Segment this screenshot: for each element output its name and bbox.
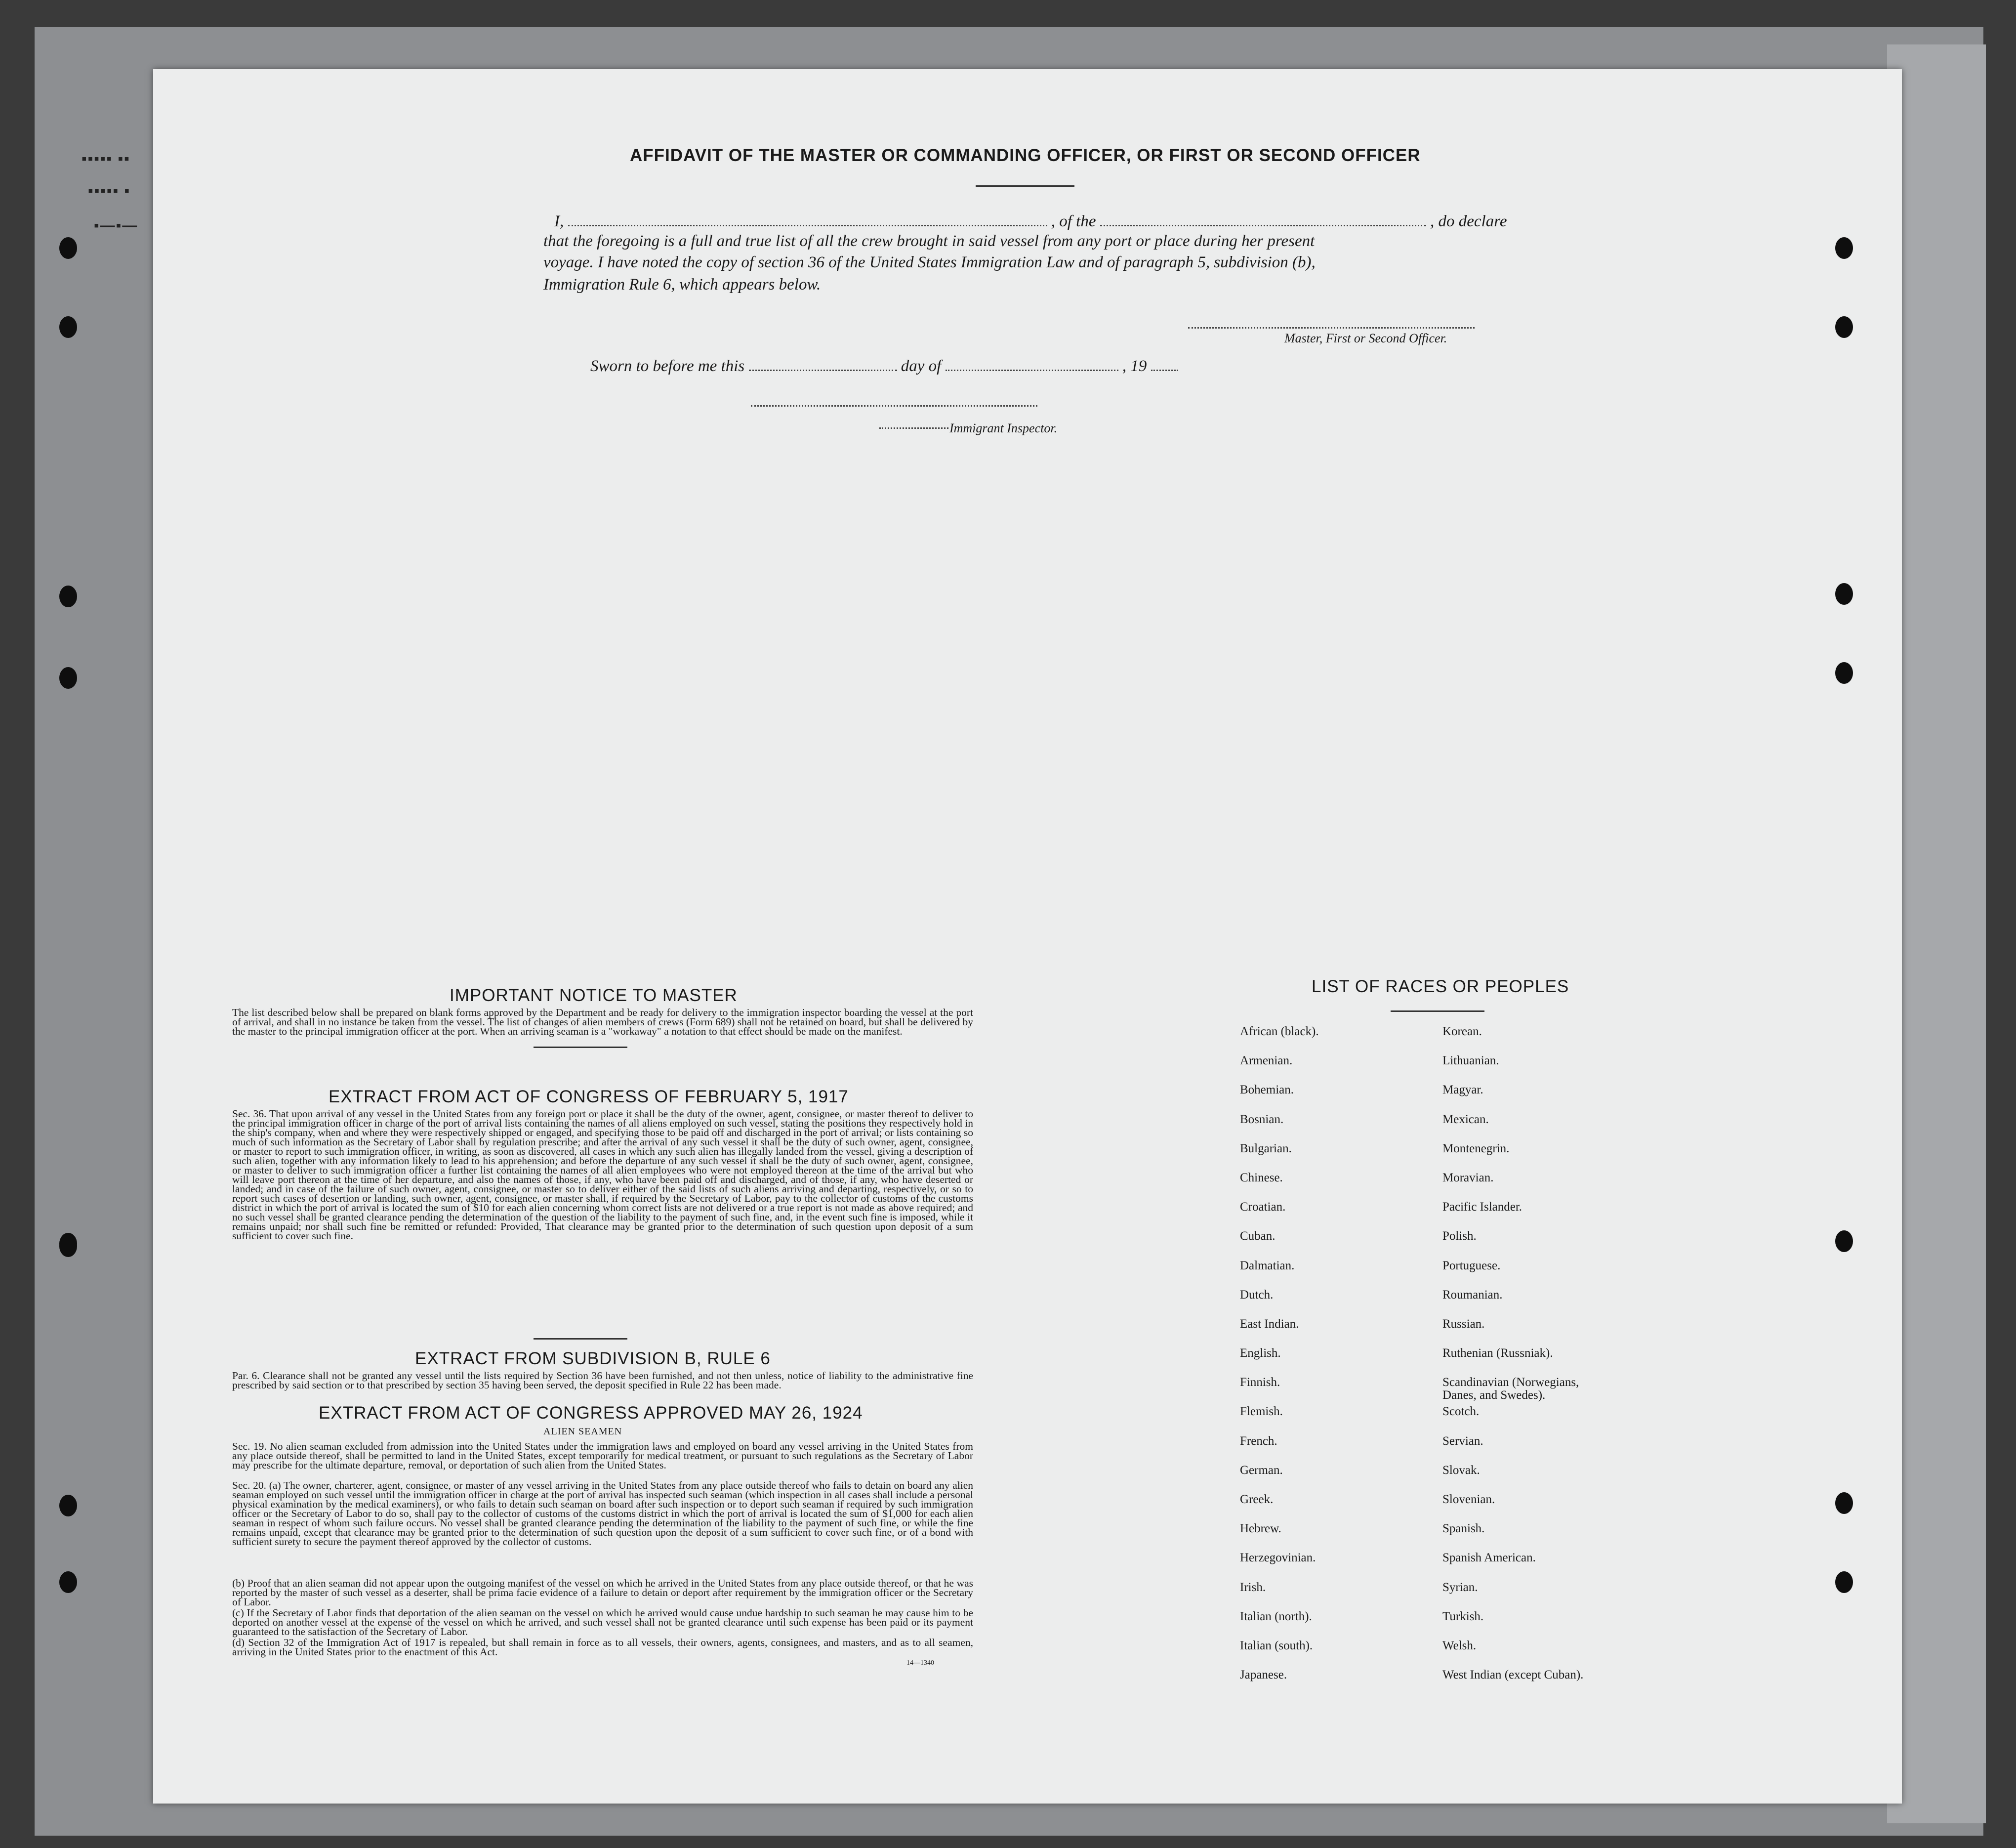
race-item: Herzegovinian. xyxy=(1240,1551,1316,1565)
race-item: Korean. xyxy=(1442,1025,1482,1038)
do-declare-label: , do declare xyxy=(1430,212,1507,230)
inspector-signature-lead xyxy=(879,427,948,429)
races-title: LIST OF RACES OR PEOPLES xyxy=(1312,977,1569,996)
race-item: West Indian (except Cuban). xyxy=(1442,1668,1584,1682)
sworn-prefix: Sworn to before me this xyxy=(590,357,745,375)
declarant-label: I, xyxy=(554,212,564,230)
race-item: Finnish. xyxy=(1240,1376,1280,1389)
race-item: Lithuanian. xyxy=(1442,1054,1499,1068)
notice-rule xyxy=(534,1047,627,1048)
punch-hole xyxy=(1835,316,1853,338)
sworn-month-field[interactable] xyxy=(946,370,1118,371)
race-item: Montenegrin. xyxy=(1442,1141,1510,1155)
sworn-year-field[interactable] xyxy=(1151,370,1178,371)
extract-rule6-title: EXTRACT FROM SUBDIVISION B, RULE 6 xyxy=(415,1349,771,1368)
race-item: Bohemian. xyxy=(1240,1083,1294,1097)
inspector-signature-field[interactable] xyxy=(751,405,1037,407)
races-column-1 xyxy=(1240,1025,1428,1698)
race-item: Chinese. xyxy=(1240,1171,1283,1184)
backing-sheet-edge xyxy=(1887,44,1986,1823)
punch-hole xyxy=(59,586,77,607)
sworn-year-prefix: , 19 xyxy=(1122,357,1147,375)
extract-1917-text: Sec. 36. That upon arrival of any vessel in the United States from any foreign port or place it shall be the duty of the owner, agent, consignee, or master thereof to deliver to the principal immigration officer in charge of the port of arrival lists containing the names of all aliens employed on such vessel, stating the positions they respectively hold in the ship's company, when and where they were respectively shipped or engaged, and specifying those to be paid off and discharged in the port of arrival; or lists containing so much of such information as the Secretary of Labor shall by regulation prescribe; and after the arrival of any such vessel it shall be the duty of such owner, agent, consignee, or master to report to such immigration officer, in writing, as soon as discovered, all cases in which any such alien has illegally landed from the vessel, giving a description of such alien, together with any information likely to lead to his apprehension; and before the departure of any such vessel it shall be the duty of such owner, agent, consignee, or master to deliver to such immigration officer a further list containing the names of all alien employees who were not employed thereon at the time of the arrival but who will leave port thereon at the time of her departure, and also the names of those, if any, who have been paid off and discharged, and of those, if any, who have deserted or landed; and in case of the failure of such owner, agent, consignee, or master so to deliver either of the said lists of such aliens arriving and departing, respectively, or so to report such cases of desertion or landing, such owner, agent, consignee, or master shall, if required by the Secretary of Labor, pay to the collector of customs of the customs district in which the port of arrival is located the sum of $10 for each alien concerning whom correct lists are not delivered or a true report is not made as above required; and no such vessel shall be granted clearance pending the determination of the question of the liability to the payment of such fine, and, in the event such fine is imposed, while it remains unpaid; nor shall such fine be remitted or refunded: Provided, That clearance may be granted prior to the determination of such question upon deposit of a sum sufficient to cover such fine. xyxy=(232,1108,973,1242)
race-item: English. xyxy=(1240,1346,1281,1360)
extract-1917-rule xyxy=(534,1338,627,1340)
sworn-line xyxy=(590,357,1178,376)
alien-seamen-subtitle: ALIEN SEAMEN xyxy=(543,1426,622,1437)
affidavit-line-4: Immigration Rule 6, which appears below. xyxy=(543,276,821,294)
inspector-signature-label: Immigrant Inspector. xyxy=(949,421,1058,435)
race-item: Dutch. xyxy=(1240,1288,1274,1302)
race-item: Irish. xyxy=(1240,1580,1266,1594)
punch-hole xyxy=(1835,1492,1853,1514)
race-item: Magyar. xyxy=(1442,1083,1483,1097)
race-item: Cuban. xyxy=(1240,1229,1275,1243)
race-item: Syrian. xyxy=(1442,1580,1478,1594)
race-item: Spanish American. xyxy=(1442,1551,1536,1565)
punch-hole xyxy=(59,1571,77,1593)
race-item: Bulgarian. xyxy=(1240,1141,1292,1155)
master-signature-label: Master, First or Second Officer. xyxy=(1284,331,1447,345)
master-signature-field[interactable] xyxy=(1188,327,1475,329)
affidavit-line-3: voyage. I have noted the copy of section 36 of the United States Immigration Law and of paragraph 5, subdivision (b), xyxy=(543,253,1316,271)
race-item: Dalmatian. xyxy=(1240,1259,1295,1272)
race-item: Russian. xyxy=(1442,1317,1485,1331)
race-item: Flemish. xyxy=(1240,1405,1283,1419)
race-item: Slovak. xyxy=(1442,1463,1480,1477)
extract-rule6-text: Par. 6. Clearance shall not be granted any vessel until the lists required by Section 36 have been furnished, and not then unless, notice of liability to the administrative fine prescribed by said section or to that prescribed by section 35 having been served, the deposit specified in Rule 22 has been made. xyxy=(232,1370,973,1391)
race-item: Turkish. xyxy=(1442,1609,1484,1623)
race-item: Moravian. xyxy=(1442,1171,1494,1184)
punch-hole xyxy=(1835,1230,1853,1252)
race-item: Servian. xyxy=(1442,1434,1483,1448)
declarant-name-field[interactable] xyxy=(568,225,1047,226)
race-item: Slovenian. xyxy=(1442,1493,1495,1506)
title-rule xyxy=(976,185,1074,187)
race-item: French. xyxy=(1240,1434,1277,1448)
race-item: East Indian. xyxy=(1240,1317,1299,1331)
race-item: Italian (north). xyxy=(1240,1609,1312,1623)
races-column-2 xyxy=(1442,1025,1699,1698)
race-item: Greek. xyxy=(1240,1493,1274,1506)
affidavit-line-2: that the foregoing is a full and true list of all the crew brought in said vessel from any port or place during her present xyxy=(543,232,1315,250)
races-rule xyxy=(1391,1010,1484,1012)
race-item: Portuguese. xyxy=(1442,1259,1501,1272)
vessel-name-field[interactable] xyxy=(1100,225,1426,226)
stamp-mark-1: ▪▪▪▪▪ ▪▪ xyxy=(82,151,130,167)
of-the-label: , of the xyxy=(1051,212,1096,230)
race-item: German. xyxy=(1240,1463,1283,1477)
stamp-mark-2: ▪▪▪▪▪ ▪ xyxy=(88,183,131,199)
punch-hole xyxy=(1835,1571,1853,1593)
punch-hole xyxy=(59,316,77,338)
race-item: Welsh. xyxy=(1442,1638,1477,1652)
extract-1924-title: EXTRACT FROM ACT OF CONGRESS APPROVED MAY 26, 1924 xyxy=(319,1403,863,1423)
race-item: Croatian. xyxy=(1240,1200,1286,1214)
race-item: Mexican. xyxy=(1442,1112,1489,1126)
race-item: Spanish. xyxy=(1442,1522,1485,1536)
sec19-text: Sec. 19. No alien seaman excluded from admission into the United States under the immigration laws and employed on board any vessel arriving in the United States from any place outside thereof, shall be permitted to land in the United States, except temporarily for medical treatment, or pursuant to such regulations as the Secretary of Labor may prescribe for the ultimate departure, removal, or deportation of such alien from the United States. xyxy=(232,1440,973,1471)
sec20d-text: (d) Section 32 of the Immigration Act of 1917 is repealed, but shall remain in force as to all vessels, their owners, agents, consignees, and masters, and as to all seamen, arriving in the United States prior to the enactment of this Act. xyxy=(232,1637,973,1658)
form-page xyxy=(153,69,1902,1804)
race-item: Pacific Islander. xyxy=(1442,1200,1522,1214)
punch-hole xyxy=(1835,583,1853,605)
punch-hole xyxy=(1835,237,1853,259)
notice-text: The list described below shall be prepared on blank forms approved by the Department and be ready for delivery to the immigration inspector boarding the vessel at the port of arrival, and shall in no instance be taken from the vessel. The list of changes of alien members of crews (Form 689) shall not be retained on board, but shall be delivered by the master to the principal immigration officer at the port. When an arriving seaman is a "workaway" a notation to that effect should be made on the manifest. xyxy=(232,1007,973,1037)
affidavit-title: AFFIDAVIT OF THE MASTER OR COMMANDING OFFICER, OR FIRST OR SECOND OFFICER xyxy=(630,146,1421,165)
punch-hole xyxy=(1835,662,1853,684)
race-item: Japanese. xyxy=(1240,1668,1287,1682)
punch-hole xyxy=(59,1235,77,1257)
sec20b-text: (b) Proof that an alien seaman did not appear upon the outgoing manifest of the vessel on which he arrived in the United States from any place outside thereof, or that he was reported by the master of such vessel as a deserter, shall be prima facie evidence of a failure to detain or deport after requirement by the immigration officer or the Secretary of Labor. xyxy=(232,1577,973,1608)
race-item: Armenian. xyxy=(1240,1054,1293,1068)
sec20c-text: (c) If the Secretary of Labor finds that deportation of the alien seaman on the vessel on which he arrived would cause undue hardship to such seaman he may cause him to be deported on another vessel at the expense of the vessel on which he arrived, and such vessel shall not be granted clearance until such expense has been paid or its payment guaranteed to the satisfaction of the Secretary of Labor. xyxy=(232,1607,973,1638)
race-item: Bosnian. xyxy=(1240,1112,1284,1126)
race-item: Scotch. xyxy=(1442,1405,1480,1419)
race-item: African (black). xyxy=(1240,1025,1319,1038)
sworn-day-field[interactable] xyxy=(749,370,897,371)
sec20a-text: Sec. 20. (a) The owner, charterer, agent, consignee, or master of any vessel arriving in the United States from any place outside thereof who fails to detain on board any alien seaman employed on such vessel until the immigration officer in charge at the port of arrival has inspected such seaman (which inspection in all cases shall include a personal physical examination by the medical examiners), or who fails to detain such seaman on board after such inspection or to deport such seaman if required by such immigration officer or the Secretary of Labor to do so, shall pay to the collector of customs of the customs district in which the port of arrival is located the sum of $1,000 for each alien seaman in respect of whom such failure occurs. No vessel shall be granted clearance pending the determination of the liability to the payment of such fine, or while the fine remains unpaid, except that clearance may be granted prior to the determination of such question upon the deposit of a sum sufficient to cover such fine, or of a bond with sufficient surety to secure the payment thereof approved by the collector of customs. xyxy=(232,1479,973,1548)
sworn-day-of: day of xyxy=(901,357,942,375)
extract-1917-title: EXTRACT FROM ACT OF CONGRESS OF FEBRUARY 5, 1917 xyxy=(329,1087,849,1106)
race-item: Polish. xyxy=(1442,1229,1477,1243)
affidavit-line-1 xyxy=(554,212,1507,231)
stamp-mark-3: ▪—▪— xyxy=(94,217,138,234)
punch-hole xyxy=(59,237,77,259)
race-item: Scandinavian (Norwegians, Danes, and Swedes). xyxy=(1442,1376,1579,1402)
race-item: Ruthenian (Russniak). xyxy=(1442,1346,1553,1360)
punch-hole xyxy=(59,667,77,689)
race-item: Italian (south). xyxy=(1240,1638,1313,1652)
notice-title: IMPORTANT NOTICE TO MASTER xyxy=(450,986,738,1005)
race-item: Hebrew. xyxy=(1240,1522,1281,1536)
race-item: Roumanian. xyxy=(1442,1288,1503,1302)
punch-hole xyxy=(59,1495,77,1516)
form-number: 14—1340 xyxy=(906,1659,934,1667)
